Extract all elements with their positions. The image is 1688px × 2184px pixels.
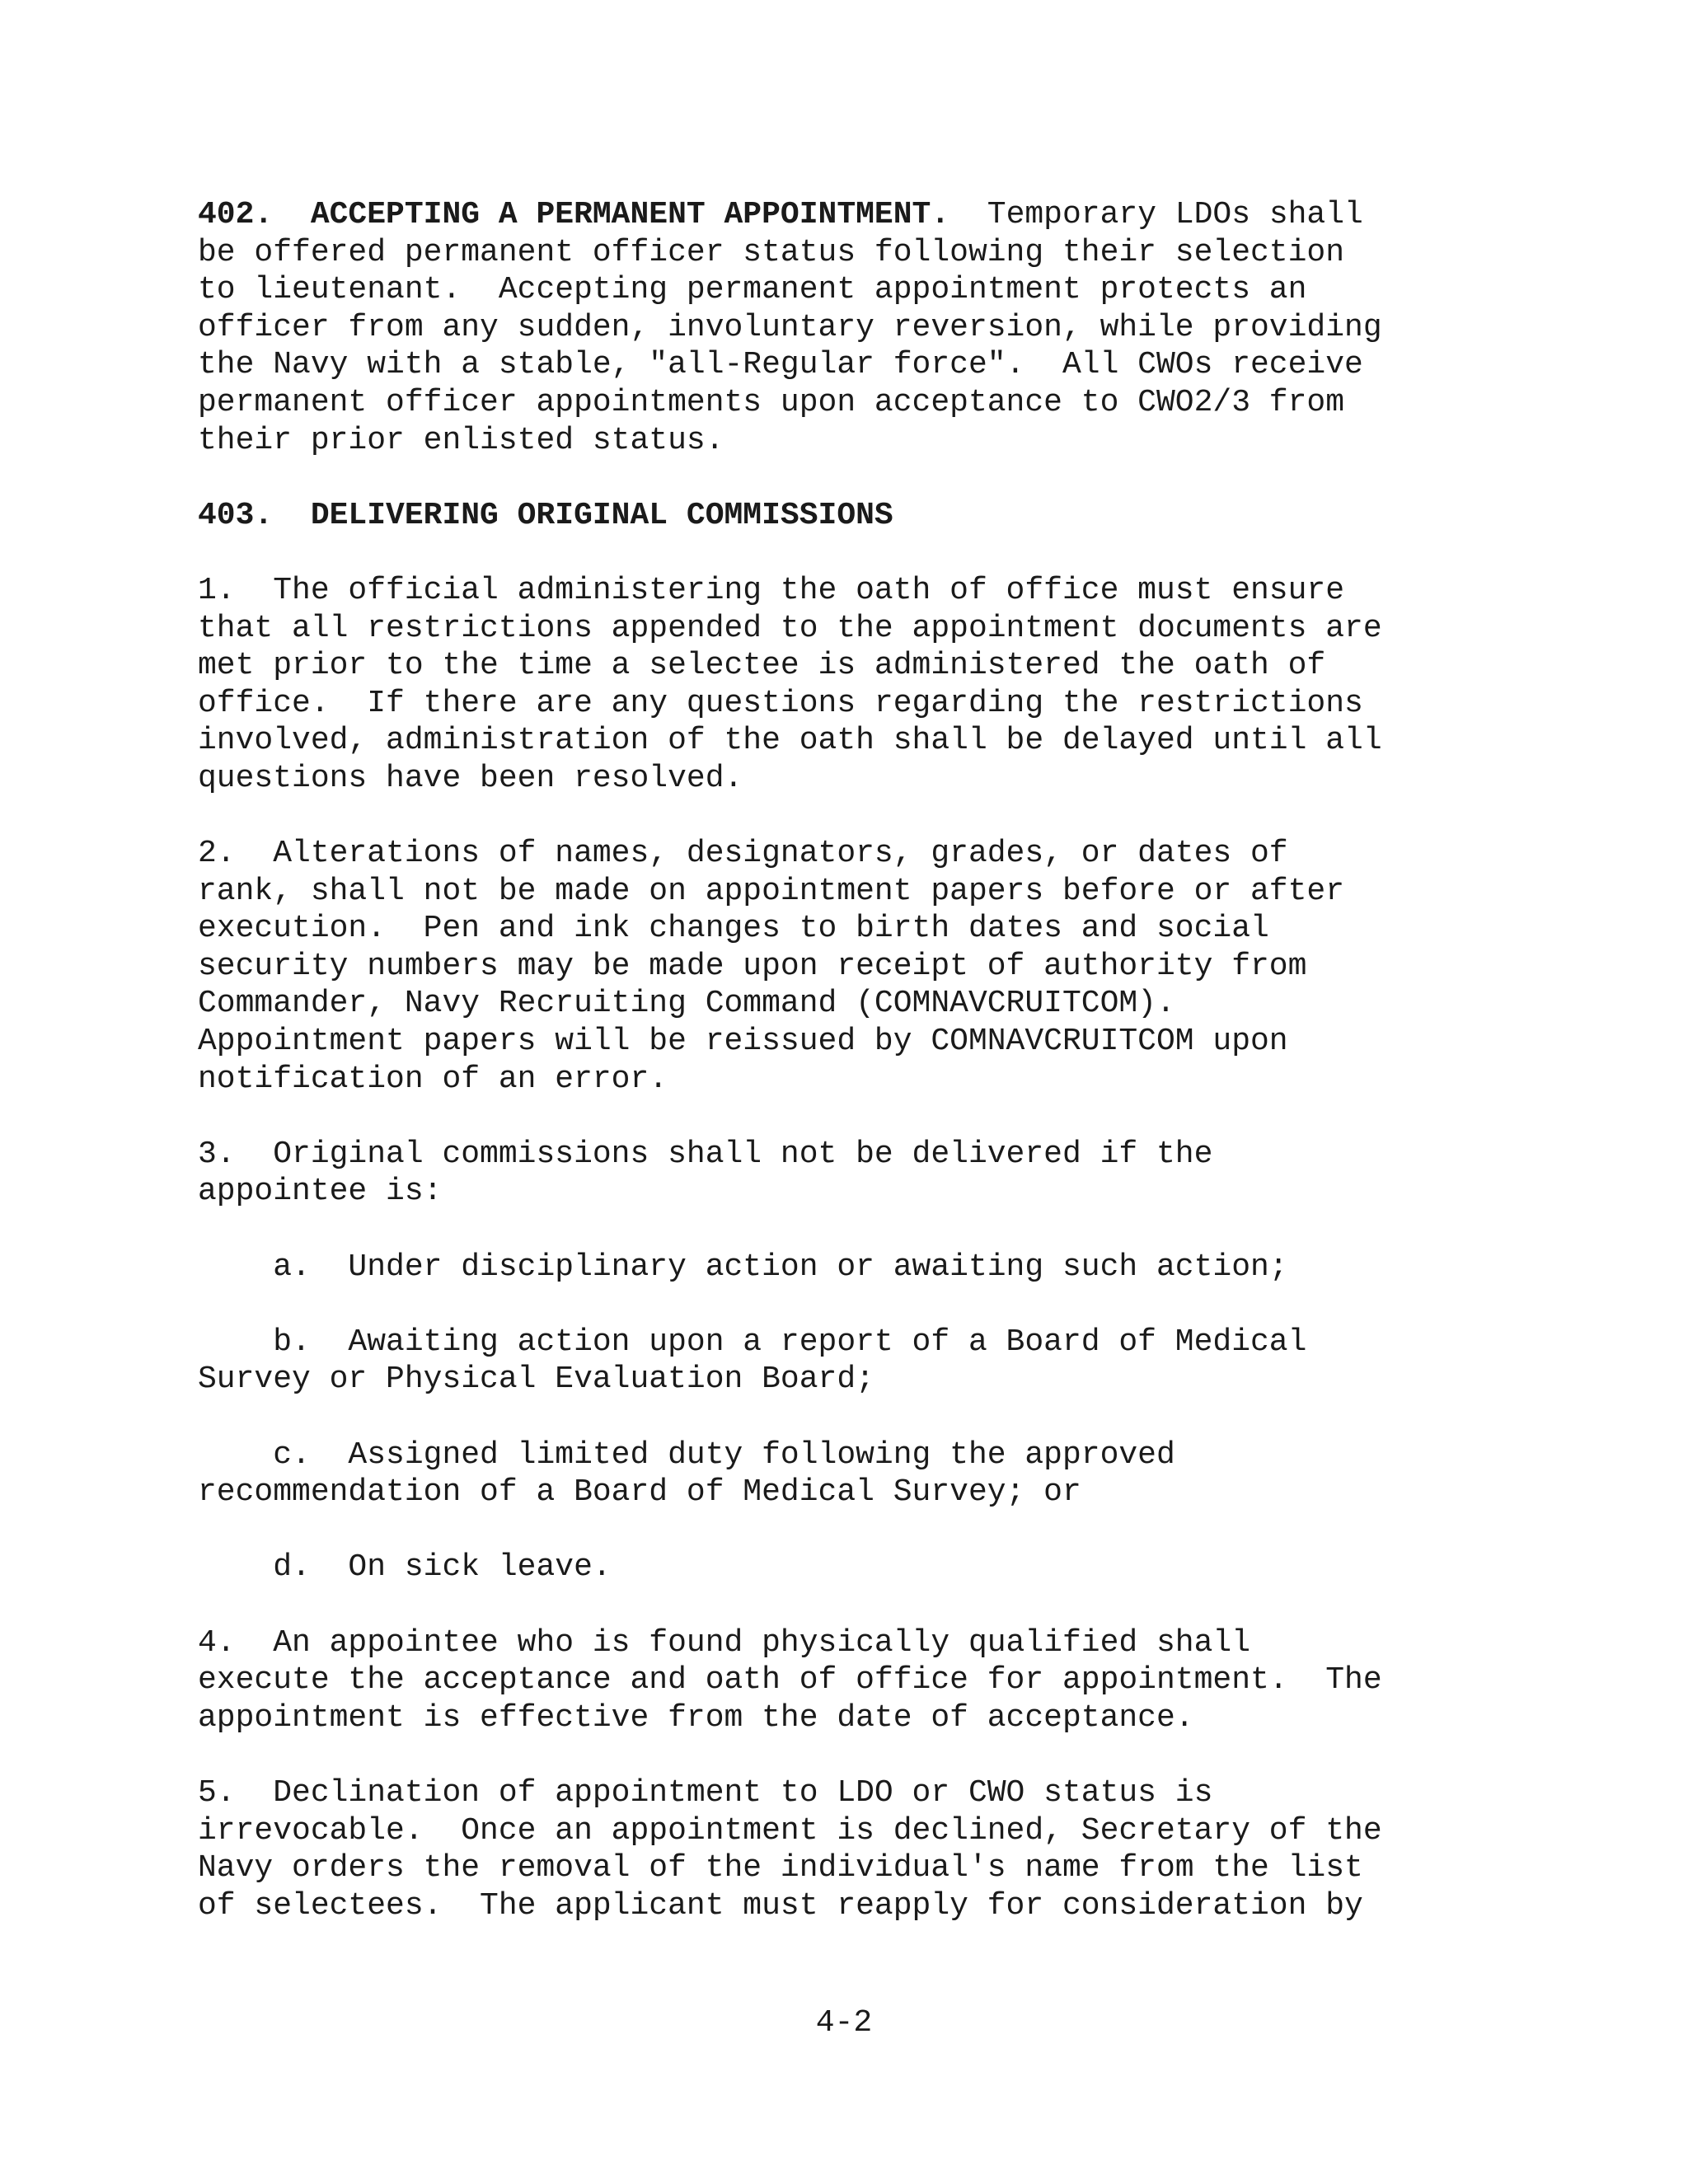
paragraph-line: met prior to the time a selectee is administered the oath of	[198, 648, 1326, 684]
paragraph-line: Navy orders the removal of the individual's name from the list	[198, 1850, 1363, 1886]
page-number: 4-2	[815, 2005, 873, 2041]
paragraph-line: 1. The official administering the oath of office must ensure	[198, 572, 1345, 608]
section-402-first-line-text: Temporary LDOs shall	[950, 197, 1363, 232]
section-402-first-line	[198, 196, 1500, 234]
paragraph-line: of selectees. The applicant must reapply for consideration by	[198, 1887, 1363, 1924]
paragraph-line: irrevocable. Once an appointment is declined, Secretary of the	[198, 1812, 1382, 1849]
list-item-line: Survey or Physical Evaluation Board;	[198, 1361, 874, 1398]
section-403-heading-block	[198, 497, 1500, 535]
paragraph-1	[198, 572, 1500, 798]
paragraph-line: rank, shall not be made on appointment papers before or after	[198, 873, 1345, 909]
section-402-line: their prior enlisted status.	[198, 422, 724, 458]
list-item-line: b. Awaiting action upon a report of a Board of Medical	[198, 1324, 1307, 1360]
section-403-heading: 403. DELIVERING ORIGINAL COMMISSIONS	[198, 497, 893, 533]
document-page	[198, 196, 1500, 1962]
paragraph-line: execution. Pen and ink changes to birth dates and social	[198, 911, 1269, 947]
paragraph-5	[198, 1774, 1500, 1924]
paragraph-line: notification of an error.	[198, 1061, 668, 1097]
paragraph-2	[198, 835, 1500, 1098]
list-item-line: c. Assigned limited duty following the approved	[198, 1436, 1175, 1473]
list-item-a	[198, 1249, 1500, 1286]
paragraph-line: office. If there are any questions regarding the restrictions	[198, 685, 1363, 721]
paragraph-line: involved, administration of the oath shall be delayed until all	[198, 723, 1382, 759]
list-item-c	[198, 1436, 1500, 1511]
section-402-line: permanent officer appointments upon acceptance to CWO2/3 from	[198, 384, 1345, 420]
section-402-line: to lieutenant. Accepting permanent appointment protects an	[198, 272, 1307, 308]
paragraph-line: 5. Declination of appointment to LDO or CWO status is	[198, 1774, 1213, 1811]
paragraph-line: Appointment papers will be reissued by COMNAVCRUITCOM upon	[198, 1024, 1288, 1060]
paragraph-line: appointee is:	[198, 1174, 443, 1210]
list-item-b	[198, 1324, 1500, 1399]
paragraph-4	[198, 1624, 1500, 1737]
list-item-line: recommendation of a Board of Medical Survey; or	[198, 1474, 1081, 1511]
section-402-line: officer from any sudden, involuntary reversion, while providing	[198, 309, 1382, 345]
section-402	[198, 196, 1500, 459]
paragraph-3	[198, 1136, 1500, 1211]
paragraph-line: questions have been resolved.	[198, 760, 743, 796]
paragraph-line: 3. Original commissions shall not be delivered if the	[198, 1136, 1213, 1172]
section-402-heading: 402. ACCEPTING A PERMANENT APPOINTMENT.	[198, 197, 950, 232]
section-402-line: the Navy with a stable, "all-Regular force". All CWOs receive	[198, 347, 1363, 383]
paragraph-line: Commander, Navy Recruiting Command (COMNAVCRUITCOM).	[198, 986, 1175, 1022]
paragraph-line: 4. An appointee who is found physically qualified shall	[198, 1624, 1251, 1661]
list-item-d	[198, 1549, 1500, 1586]
section-402-line: be offered permanent officer status following their selection	[198, 234, 1345, 270]
paragraph-line: that all restrictions appended to the appointment documents are	[198, 610, 1382, 646]
paragraph-line: execute the acceptance and oath of office for appointment. The	[198, 1662, 1382, 1699]
paragraph-line: appointment is effective from the date of acceptance.	[198, 1699, 1194, 1736]
paragraph-line: 2. Alterations of names, designators, grades, or dates of	[198, 836, 1288, 872]
list-item-line: a. Under disciplinary action or awaiting such action;	[198, 1249, 1288, 1285]
paragraph-line: security numbers may be made upon receipt of authority from	[198, 948, 1307, 984]
list-item-line: d. On sick leave.	[198, 1549, 612, 1586]
